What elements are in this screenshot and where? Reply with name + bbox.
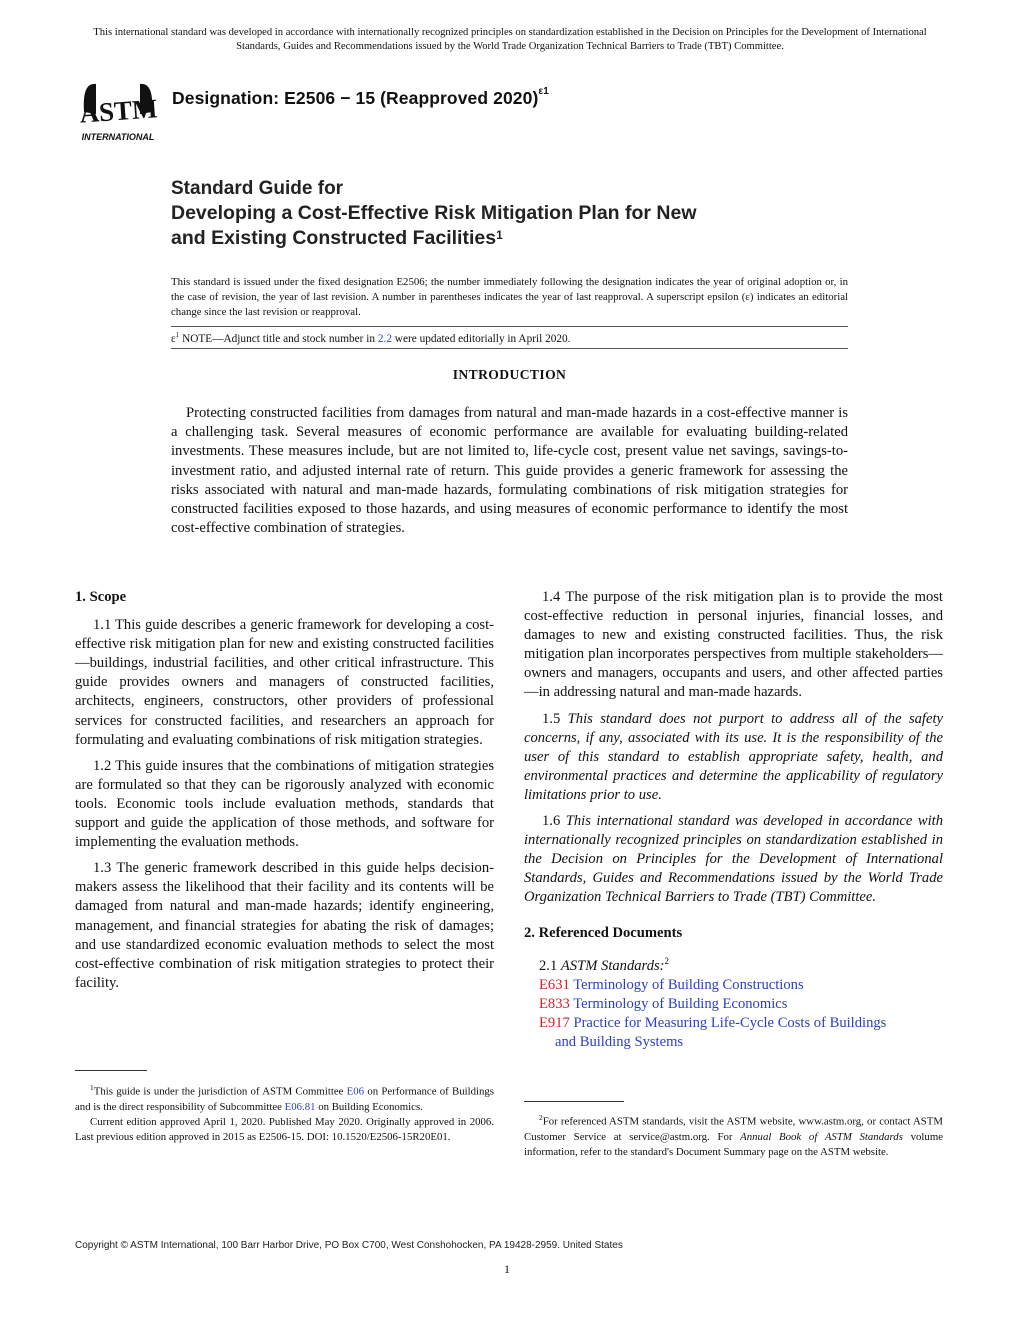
footnote-rule-right [524, 1101, 624, 1102]
issuance-statement: This standard is issued under the fixed designation E2506; the number immediately following the designation indicates the year of original adoption or, in the case of revision, the year of last revision. A number in parentheses indicates the year of last reapproval. A superscript epsilon (ε) indicates an editorial change since the last revision or reapproval. [171, 276, 848, 319]
scope-heading: 1. Scope [75, 589, 127, 605]
title-line-2: Developing a Cost-Effective Risk Mitigation Plan for New [171, 202, 697, 224]
paragraph-1-3: 1.3 The generic framework described in this guide helps decision-makers assess the likelihood that their facility and its contents will be damaged from natural and man-made hazards; identify engineering, management, and financial strategies for abating the risk of damages; and use standardized economic evaluation methods to select the most cost-effective combination of risk mitigation strategies to protect their facility. [75, 860, 494, 991]
subcommittee-e06-81-link[interactable]: E06.81 [284, 1100, 316, 1113]
footnote-1: $^1$This guide is under the jurisdiction of ASTM Committee E06 on Performance of Buildings and is the direct responsibility of Subcommittee E06.81 on Building Economics. Current edition approved April 1, 2020. Published May 2020. Originally approved in 2006. Last previous edition approved in 2015 as E2506-15. DOI: 10.1520/E2506-15R20E01. [75, 1083, 494, 1144]
introduction-heading: INTRODUCTION [452, 367, 567, 382]
title-line-1: Standard Guide for [171, 178, 344, 199]
introduction-body: Protecting constructed facilities from damages from natural and man-made hazards in a cost-effective manner is a challenging task. Several measures of economic performance are available for evaluating building-related investments. These measures include, but are not limited to, life-cycle cost, present value net savings, savings-to-investment ratio, and adjusted internal rate of return. This guide provides a generic framework for assessing the risks associated with natural and man-made hazards, formulating combinations of risk mitigation strategies for constructed facilities exposed to those hazards, and using measures of economic performance to identify the most cost-effective combination of strategies. [171, 405, 848, 537]
left-column [75, 588, 494, 1000]
designation [172, 88, 549, 109]
page-number: 1 [504, 1262, 510, 1276]
divider-top [171, 326, 848, 327]
reference-e833[interactable]: E833 Terminology of Building Economics [539, 995, 788, 1012]
right-column [524, 588, 943, 1052]
paragraph-1-6: 1.6 This international standard was developed in accordance with internationally recognized principles on standardization established in the Decision on Principles for the Development of International Standards, Guides and Recommendations issued by the World Trade Organization Technical Barriers to Trade (TBT) Committee. [524, 813, 944, 906]
paragraph-1-1: 1.1 This guide describes a generic framework for developing a cost-effective risk mitigation plan for new and existing constructed facilities—buildings, industrial facilities, and other critical infrastructure. This guide provides owners and managers of constructed facilities, architects, engineers, constructors, other providers of professional services for constructed facilities, and researchers an approach for formulating and evaluating combinations of risk mitigation strategies. [75, 617, 494, 748]
logo-subtitle: INTERNATIONAL [81, 132, 155, 142]
paragraph-1-4: 1.4 The purpose of the risk mitigation plan is to provide the most cost-effective reduction in personal injuries, financial losses, and damages to new and existing constructed facilities. Thus, the risk mitigation plan incorporates perspectives from multiple stakeholders—owners and managers, occupants and users, and other affected parties—in addressing natural and man-made hazards. [524, 589, 943, 701]
astm-standards-label: 2.1 ASTM Standards:$^2$ [539, 955, 670, 974]
divider-bottom [171, 348, 848, 349]
section-2-2-link[interactable]: 2.2 [377, 332, 392, 345]
reference-e631[interactable]: E631 Terminology of Building Constructions [539, 976, 804, 993]
designation-epsilon: ε1 [538, 86, 549, 97]
trade-notice: This international standard was developed in accordance with internationally recognized principles on standardization established in the Decision on Principles for the Development of International Standards, Guides and Recommendations issued by the World Trade Organization Technical Barriers to Trade (TBT) Committee. [93, 27, 927, 52]
reference-e917[interactable]: E917 Practice for Measuring Life-Cycle Costs of Buildings [539, 1014, 887, 1031]
referenced-documents-heading: 2. Referenced Documents [524, 924, 683, 941]
footnote-rule-left [75, 1070, 147, 1071]
astm-logo [78, 74, 160, 144]
logo-letters: ASTM [78, 93, 159, 129]
document-title [171, 176, 871, 251]
committee-e06-link[interactable]: E06 [346, 1085, 365, 1098]
paragraph-1-2: 1.2 This guide insures that the combinations of mitigation strategies are formulated so that they can be rigorously analyzed with economic tools. Economic tools include evaluation methods, standards that support and guide the application of those methods, and software for implementing the evaluation methods. [75, 757, 494, 851]
title-line-3: and Existing Constructed Facilities$^1$ [171, 227, 503, 249]
editorial-note: $\varepsilon^1$ NOTE—Adjunct title and stock number in 2.2 were updated editorially in April 2020. [171, 331, 571, 345]
designation-text: Designation: E2506 − 15 (Reapproved 2020) [172, 88, 539, 108]
reference-e917-continued[interactable]: and Building Systems [555, 1033, 684, 1050]
paragraph-1-5: 1.5 This standard does not purport to address all of the safety concerns, if any, associated with its use. It is the responsibility of the user of this standard to establish appropriate safety, health, and environmental practices and determine the applicability of regulatory limitations prior to use. [524, 710, 943, 803]
footnote-2: $^2$For referenced ASTM standards, visit the ASTM website, www.astm.org, or contact ASTM Customer Service at service@astm.org. For Annual Book of ASTM Standards volume information, refer to the standard's Document Summary page on the ASTM website. [524, 1113, 944, 1158]
copyright: Copyright © ASTM International, 100 Barr Harbor Drive, PO Box C700, West Conshohocken, PA 19428-2959. United States [75, 1240, 623, 1251]
